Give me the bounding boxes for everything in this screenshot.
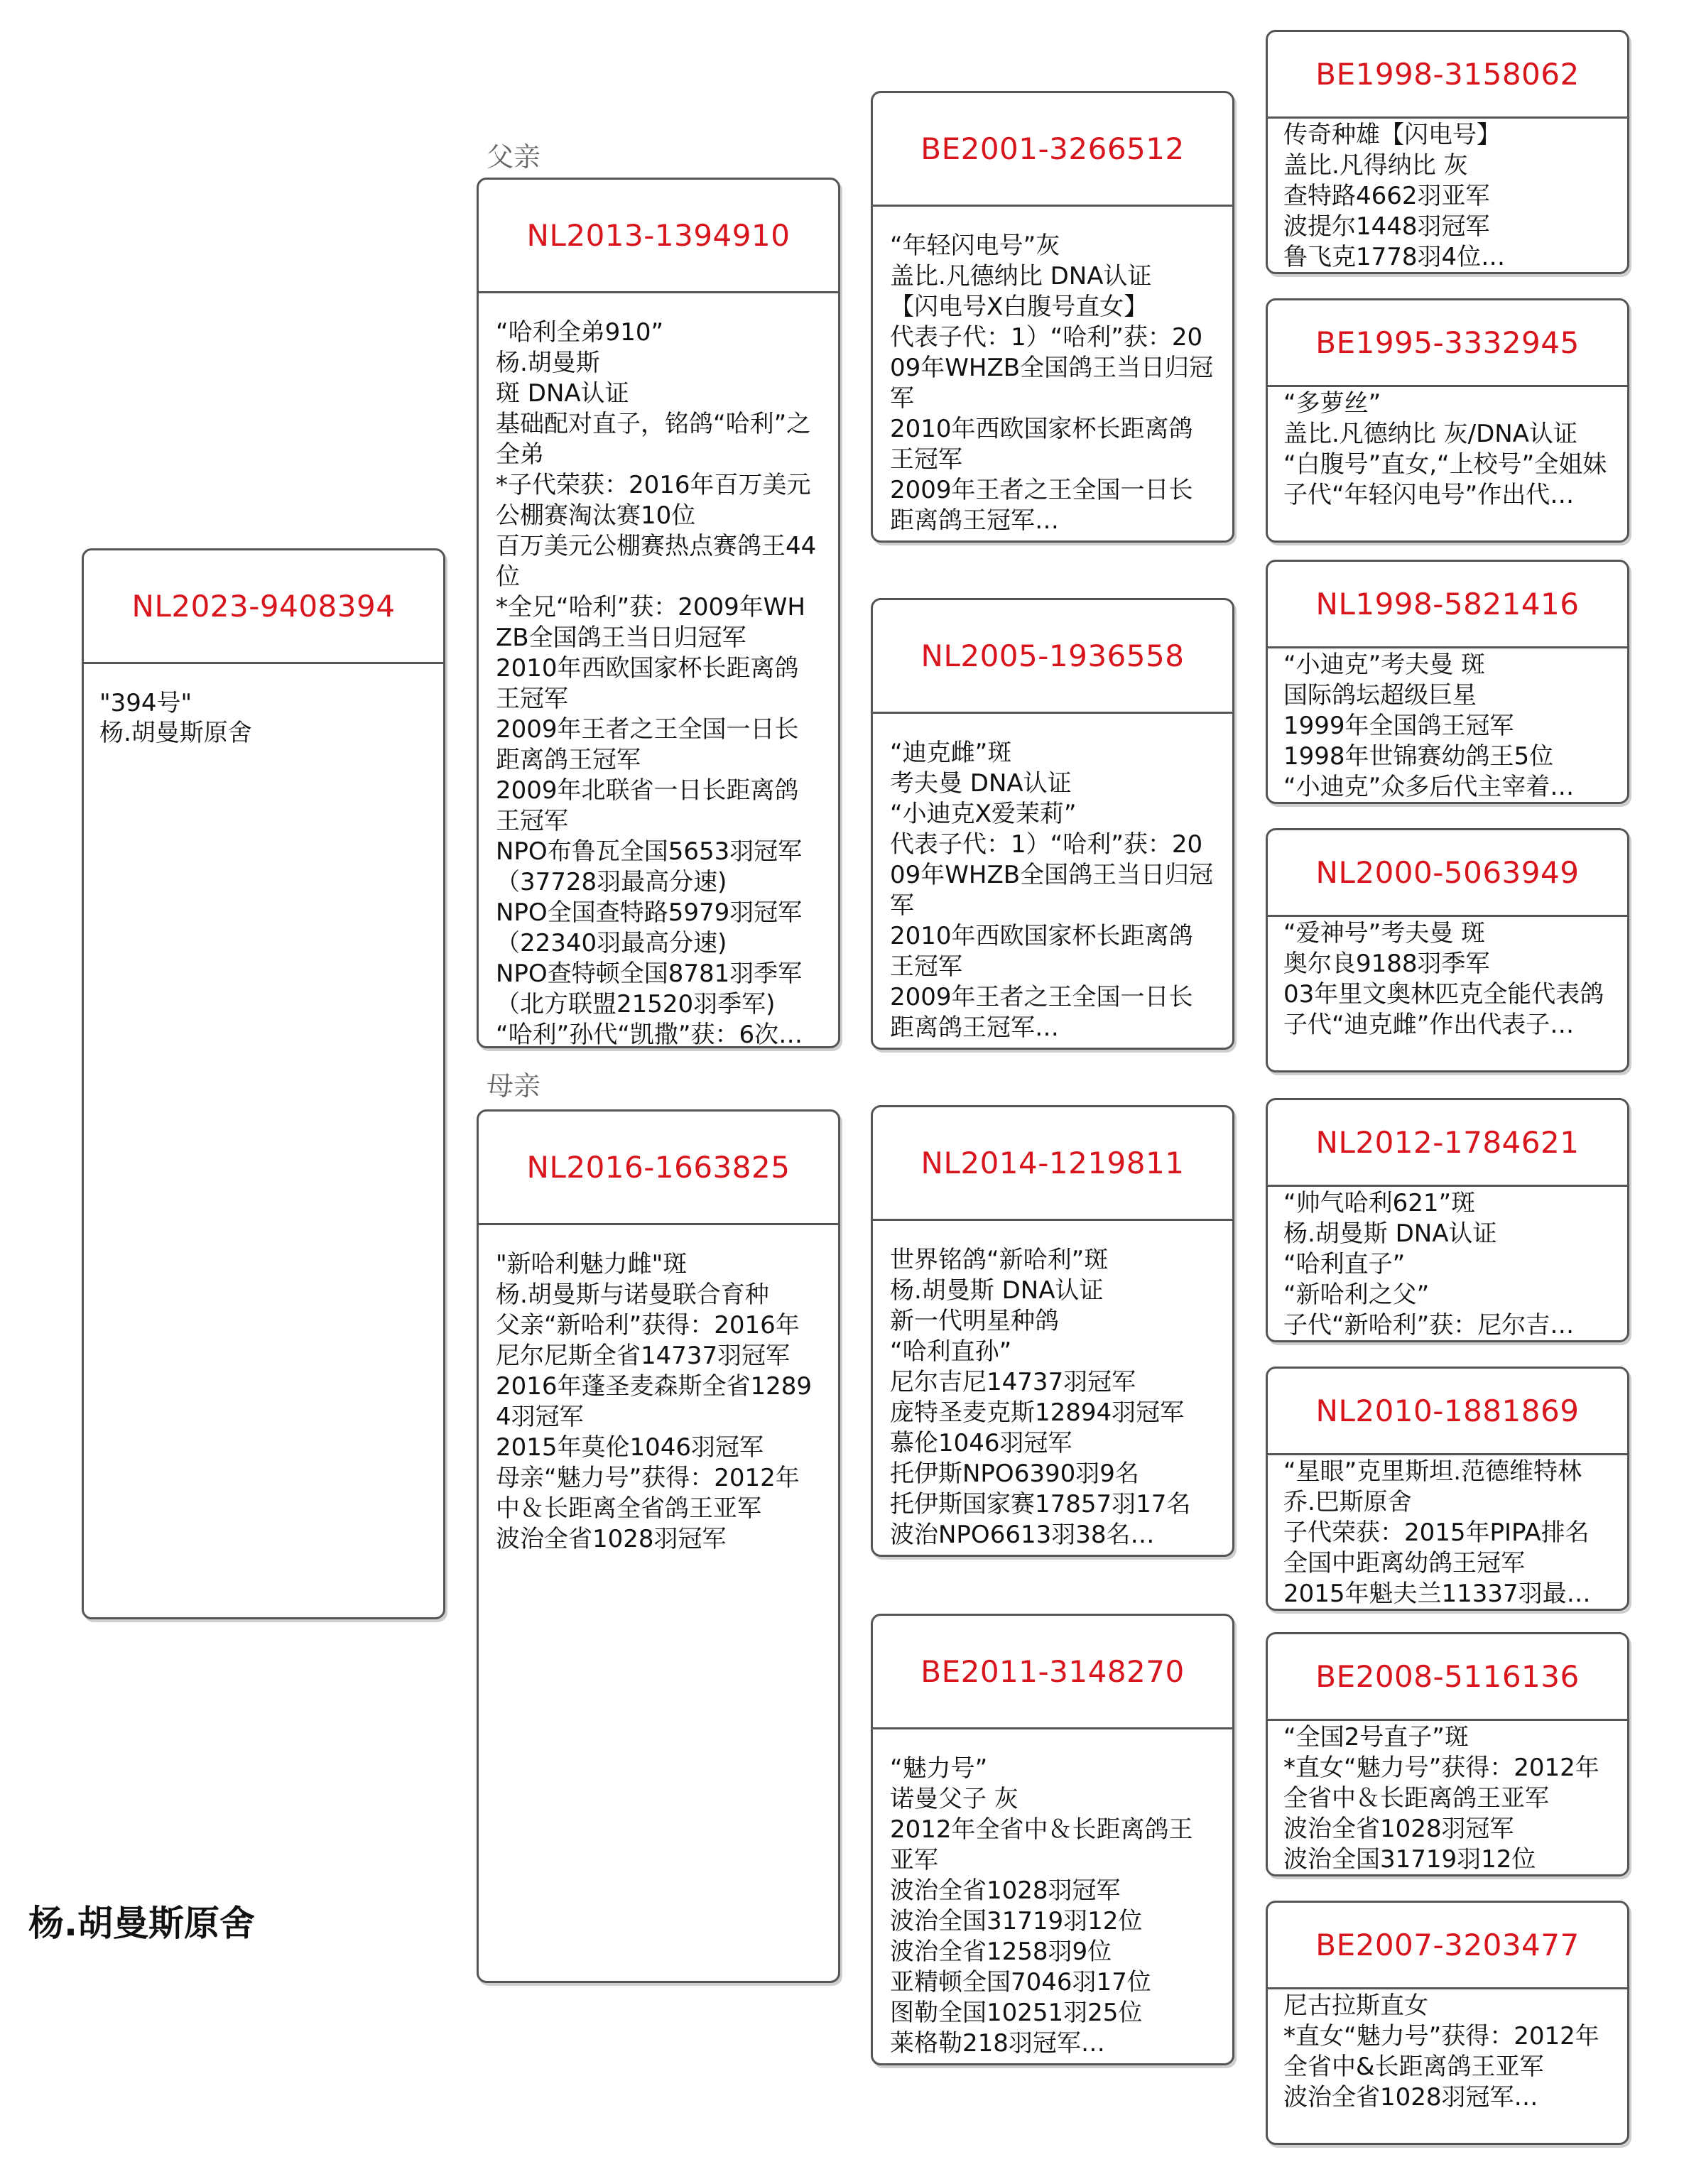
sire-line: 2009年王者之王全国一日长距离鸽王冠军 [496, 715, 799, 774]
great-grandparent-line: 2015年魁夫兰11337羽最… [1283, 1580, 1591, 1608]
grandparent-line: 诺曼父子 灰 [890, 1785, 1018, 1813]
subject-card[interactable] [82, 548, 445, 1619]
sire-line: 2009年北联省一日长距离鸽王冠军 [496, 776, 799, 835]
father-label: 父亲 [487, 141, 541, 173]
great-grandparent-line: 鲁飞克1778羽4位… [1283, 243, 1506, 271]
great-grandparent-line: 国际鸽坛超级巨星 [1283, 681, 1477, 710]
great-grandparent-description [1268, 1187, 1627, 1340]
sire-line: 斑 DNA认证 [496, 379, 629, 408]
granddam-paternal-description [873, 714, 1232, 1048]
grandsire-maternal-ring-number: NL2014-1219811 [873, 1107, 1232, 1221]
great-grandparent-line: “爱神号”考夫曼 斑 [1283, 919, 1486, 947]
great-grandparent-line: 杨.胡曼斯 DNA认证 [1283, 1219, 1497, 1248]
grandparent-line: 【闪电号X白腹号直女】 [890, 293, 1148, 321]
grandparent-line: 新一代明星种鸽 [890, 1307, 1059, 1335]
grandparent-line: 波治全省1258羽9位 [890, 1938, 1112, 1966]
sire-line: NPO布鲁瓦全国5653羽冠军（37728羽最高分速) [496, 837, 803, 896]
subject-ring-number: NL2023-9408394 [84, 550, 443, 664]
grandparent-line: 尼尔吉尼14737羽冠军 [890, 1368, 1136, 1396]
great-grandparent-description [1268, 1455, 1627, 1609]
grandparent-line: 2012年全省中＆长距离鸽王亚军 [890, 1815, 1193, 1874]
great-grandparent-card-4[interactable] [1266, 828, 1629, 1072]
great-grandparent-line: 子代荣获：2015年PIPA排名全国中距离幼鸽王冠军 [1283, 1519, 1590, 1577]
grandparent-line: 波治全省1028羽冠军 [890, 1876, 1121, 1905]
great-grandparent-line: 查特路4662羽亚军 [1283, 182, 1490, 210]
great-grandparent-line: “多萝丝” [1283, 389, 1381, 418]
sire-card[interactable] [477, 178, 840, 1048]
dam-description [479, 1225, 838, 1981]
great-grandparent-line: “帅气哈利621”斑 [1283, 1189, 1476, 1217]
great-grandparent-line: *直女“魅力号”获得：2012年全省中＆长距离鸽王亚军 [1283, 1754, 1599, 1813]
grandparent-line: 考夫曼 DNA认证 [890, 769, 1072, 798]
sire-line: “哈利”孙代“凯撒”获：6次… [496, 1021, 803, 1046]
dam-line: 波治全省1028羽冠军 [496, 1525, 727, 1553]
grandparent-line: 杨.胡曼斯 DNA认证 [890, 1276, 1104, 1305]
grandparent-line: 世界铭鸽“新哈利”斑 [890, 1246, 1109, 1274]
grandparent-line: “迪克雌”斑 [890, 739, 1012, 767]
grandparent-line: 代表子代：1）“哈利”获：2009年WHZB全国鸽王当日归冠军 [890, 830, 1214, 920]
great-grandparent-card-7[interactable] [1266, 1632, 1629, 1876]
great-grandparent-line: “小迪克”考夫曼 斑 [1283, 651, 1486, 679]
grandsire-paternal-ring-number: BE2001-3266512 [873, 93, 1232, 207]
great-grandparent-card-6[interactable] [1266, 1367, 1629, 1611]
dam-line: 母亲“魅力号”获得：2012年中＆长距离全省鸽王亚军 [496, 1464, 800, 1523]
grandparent-line: 图勒全国10251羽25位 [890, 1999, 1143, 2027]
great-grandparent-line: “哈利直子” [1283, 1250, 1406, 1278]
great-grandparent-line: 波治全国31719羽12位 [1283, 1845, 1536, 1874]
grandsire-paternal-description [873, 207, 1232, 540]
loft-owner-name: 杨.胡曼斯原舍 [28, 1903, 255, 1944]
great-grandparent-line: 子代“新哈利”获：尼尔吉… [1283, 1311, 1575, 1340]
great-grandparent-ring-number: NL1998-5821416 [1268, 562, 1627, 648]
great-grandparent-ring-number: BE1998-3158062 [1268, 32, 1627, 119]
great-grandparent-description [1268, 1721, 1627, 1874]
great-grandparent-line: 子代“年轻闪电号”作出代… [1283, 481, 1575, 509]
sire-ring-number: NL2013-1394910 [479, 180, 838, 293]
great-grandparent-card-1[interactable] [1266, 30, 1629, 274]
great-grandparent-line: 波治全省1028羽冠军… [1283, 2083, 1538, 2112]
subject-line: "394号" [99, 689, 192, 717]
grandparent-line: 亚精顿全国7046羽17位 [890, 1968, 1151, 1996]
great-grandparent-card-8[interactable] [1266, 1901, 1629, 2145]
granddam-paternal-ring-number: NL2005-1936558 [873, 600, 1232, 714]
grandparent-line: 庞特圣麦克斯12894羽冠军 [890, 1398, 1185, 1427]
great-grandparent-line: “白腹号”直女,“上校号”全姐妹 [1283, 450, 1607, 479]
great-grandparent-line: 1998年世锦赛幼鸽王5位 [1283, 742, 1554, 771]
dam-line: 父亲“新哈利”获得：2016年尼尔尼斯全省14737羽冠军 [496, 1311, 800, 1370]
great-grandparent-line: 03年里文奥林匹克全能代表鸽 [1283, 980, 1604, 1009]
grandparent-line: “魅力号” [890, 1754, 988, 1783]
grandsire-maternal-card[interactable] [871, 1105, 1234, 1557]
granddam-maternal-card[interactable] [871, 1614, 1234, 2065]
great-grandparent-ring-number: BE2008-5116136 [1268, 1634, 1627, 1721]
great-grandparent-line: 传奇种雄【闪电号】 [1283, 121, 1501, 149]
sire-line: 杨.胡曼斯 [496, 349, 600, 377]
great-grandparent-line: “新哈利之父” [1283, 1281, 1430, 1309]
great-grandparent-line: 尼古拉斯直女 [1283, 1992, 1428, 2020]
dam-line: 2016年蓬圣麦森斯全省12894羽冠军 [496, 1372, 813, 1431]
great-grandparent-line: “星眼”克里斯坦.范德维特林乔.巴斯原舍 [1283, 1457, 1582, 1516]
subject-line: 杨.胡曼斯原舍 [99, 719, 252, 747]
great-grandparent-line: 波治全省1028羽冠军 [1283, 1815, 1514, 1843]
grandparent-line: 2009年王者之王全国一日长距离鸽王冠军… [890, 983, 1193, 1042]
sire-line: NPO全国查特路5979羽冠军（22340羽最高分速) [496, 898, 803, 957]
great-grandparent-card-2[interactable] [1266, 298, 1629, 543]
sire-line: *全兄“哈利”获：2009年WHZB全国鸽王当日归冠军 [496, 593, 805, 652]
mother-label: 母亲 [487, 1070, 541, 1102]
grandparent-line: 波治NPO6613羽38名… [890, 1521, 1155, 1549]
great-grandparent-ring-number: NL2012-1784621 [1268, 1100, 1627, 1187]
great-grandparent-ring-number: NL2010-1881869 [1268, 1369, 1627, 1455]
grandparent-line: 托伊斯国家赛17857羽17名 [890, 1490, 1191, 1519]
grandparent-line: 莱格勒218羽冠军… [890, 2029, 1105, 2058]
grandparent-line: 2009年王者之王全国一日长距离鸽王冠军… [890, 476, 1193, 535]
great-grandparent-line: “全国2号直子”斑 [1283, 1723, 1469, 1751]
granddam-paternal-card[interactable] [871, 598, 1234, 1050]
great-grandparent-line: 盖比.凡德纳比 灰/DNA认证 [1283, 420, 1577, 448]
grandparent-line: 2010年西欧国家杯长距离鸽王冠军 [890, 415, 1193, 474]
dam-ring-number: NL2016-1663825 [479, 1112, 838, 1225]
granddam-maternal-description [873, 1729, 1232, 2063]
sire-line: 百万美元公棚赛热点赛鸽王44位 [496, 532, 817, 591]
great-grandparent-line: 奥尔良9188羽季军 [1283, 950, 1490, 978]
great-grandparent-line: 1999年全国鸽王冠军 [1283, 712, 1514, 740]
great-grandparent-line: 盖比.凡得纳比 灰 [1283, 151, 1468, 180]
great-grandparent-line: “小迪克”众多后代主宰着… [1283, 773, 1575, 801]
grandparent-line: 托伊斯NPO6390羽9名 [890, 1460, 1139, 1488]
great-grandparent-line: *直女“魅力号”获得：2012年全省中&长距离鸽王亚军 [1283, 2022, 1599, 2081]
grandsire-maternal-description [873, 1221, 1232, 1555]
grandparent-line: 代表子代：1）“哈利”获：2009年WHZB全国鸽王当日归冠军 [890, 323, 1214, 413]
sire-line: 2010年西欧国家杯长距离鸽王冠军 [496, 654, 799, 713]
great-grandparent-card-3[interactable] [1266, 560, 1629, 804]
sire-line: *子代荣获：2016年百万美元公棚赛淘汰赛10位 [496, 471, 811, 530]
grandparent-line: 2010年西欧国家杯长距离鸽王冠军 [890, 922, 1193, 981]
great-grandparent-description [1268, 917, 1627, 1070]
great-grandparent-description [1268, 387, 1627, 540]
great-grandparent-ring-number: BE2007-3203477 [1268, 1903, 1627, 1989]
sire-line: “哈利全弟910” [496, 318, 664, 347]
grandparent-line: 慕伦1046羽冠军 [890, 1429, 1072, 1457]
grandparent-line: “年轻闪电号”灰 [890, 232, 1060, 260]
sire-description [479, 293, 838, 1046]
grandparent-line: 波治全国31719羽12位 [890, 1907, 1143, 1935]
dam-line: "新哈利魅力雌"斑 [496, 1250, 688, 1278]
dam-line: 2015年莫伦1046羽冠军 [496, 1433, 764, 1462]
great-grandparent-line: 波提尔1448羽冠军 [1283, 212, 1490, 241]
great-grandparent-ring-number: BE1995-3332945 [1268, 300, 1627, 387]
subject-description [84, 664, 443, 1617]
grandparent-line: “小迪克X爱茉莉” [890, 800, 1077, 828]
great-grandparent-description [1268, 119, 1627, 272]
great-grandparent-description [1268, 648, 1627, 802]
great-grandparent-line: 子代“迪克雌”作出代表子… [1283, 1011, 1575, 1039]
grandparent-line: 盖比.凡德纳比 DNA认证 [890, 262, 1152, 290]
sire-line: 基础配对直子，铭鸽“哈利”之全弟 [496, 410, 811, 469]
great-grandparent-card-5[interactable] [1266, 1098, 1629, 1342]
dam-card[interactable] [477, 1109, 840, 1983]
dam-line: 杨.胡曼斯与诺曼联合育种 [496, 1281, 769, 1309]
great-grandparent-description [1268, 1989, 1627, 2143]
grandparent-line: “哈利直孙” [890, 1337, 1012, 1366]
granddam-maternal-ring-number: BE2011-3148270 [873, 1616, 1232, 1729]
grandsire-paternal-card[interactable] [871, 91, 1234, 543]
great-grandparent-ring-number: NL2000-5063949 [1268, 830, 1627, 917]
sire-line: NPO查特顿全国8781羽季军（北方联盟21520羽季军) [496, 960, 803, 1018]
